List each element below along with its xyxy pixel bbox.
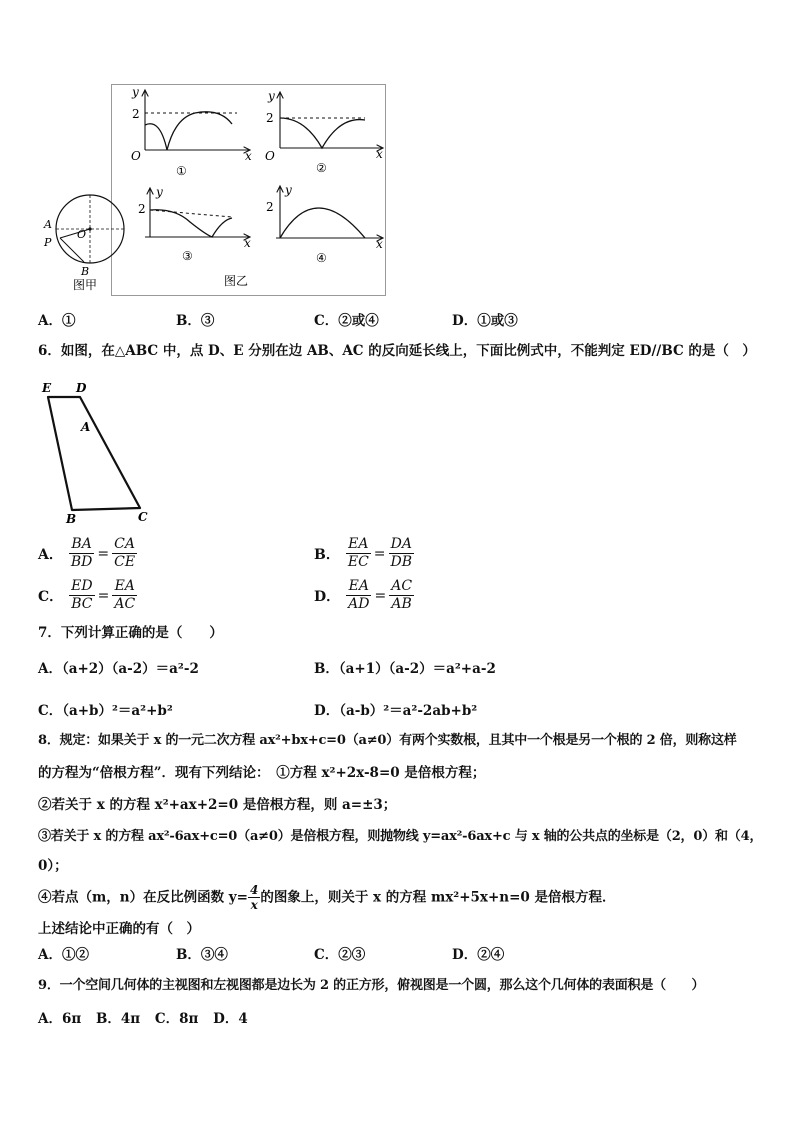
q6-label-D: D (76, 381, 87, 395)
q8-option-b-label: B． (176, 947, 201, 963)
q8-frac (248, 883, 260, 912)
q6-stem: 6．如图，在△ABC 中，点 D、E 分别在边 AB、AC 的反向延长线上，下面比例式中，不能判定 ED//BC 的是（ ） (38, 343, 756, 359)
q6-b-eq: = (373, 545, 386, 562)
graph-3-x: x (244, 236, 251, 250)
q5-option-d-label: D． (452, 313, 478, 329)
circle-figure (43, 195, 124, 292)
q6-b-n2: DA (389, 536, 415, 554)
q8-option-c-text: ②③ (338, 947, 366, 963)
q8-option-c-label: C． (314, 947, 339, 963)
q9-option-a-label: A． (38, 1011, 62, 1027)
q5-option-d-text: ①或③ (477, 313, 518, 329)
graph-2-x: x (376, 147, 383, 161)
q9-option-b-label: B． (95, 1011, 121, 1027)
q9-stem: 9．一个空间几何体的主视图和左视图都是边长为 2 的正方形，俯视图是一个圆，那么这个几何体的表面积是（ ） (38, 978, 705, 993)
q6-label-C: C (138, 510, 148, 524)
q7-option-d-label: D． (314, 703, 340, 719)
q6-d-n2: AC (391, 578, 413, 594)
q8-line-1: 8．规定：如果关于 x 的一元二次方程 ax²+bx+c=0（a≠0）有两个实数根，且其中一个根是另一个根的 2 倍，则称这样 (38, 733, 737, 748)
q7-stem: 7．下列计算正确的是（ ） (38, 625, 223, 641)
q9-options (38, 1010, 248, 1028)
graph-1-label: ① (176, 164, 187, 178)
q6-b-d2: DB (390, 554, 413, 570)
graph-3 (138, 185, 251, 263)
q6-option-b-label: B． (314, 546, 340, 563)
graph-1-origin: O (131, 149, 141, 163)
q9-option-d-text: 4 (238, 1011, 248, 1027)
q7-option-a-label: A． (38, 661, 62, 677)
graph-2-origin: O (265, 149, 275, 163)
label-P: P (44, 236, 52, 249)
q5-option-a-label: A． (38, 313, 62, 329)
graph-2 (265, 89, 383, 175)
q7-option-c-label: C． (38, 703, 63, 719)
q6-c-n1: ED (71, 578, 93, 594)
q9-option-b[interactable] (96, 1011, 140, 1027)
q8-option-c[interactable] (314, 946, 365, 964)
graph-2-y: y (268, 89, 275, 103)
q6-c-d1: BC (71, 596, 93, 612)
q6-label-B: B (66, 512, 77, 525)
q8-frac-den: x (250, 898, 258, 912)
graph-2-tick: 2 (266, 111, 274, 125)
q6-option-d-label: D． (314, 588, 341, 605)
q8-line-3: ②若关于 x 的方程 x²+ax+2=0 是倍根方程，则 a=±3； (38, 797, 397, 813)
q9-option-a-text: 6π (61, 1011, 82, 1027)
q5-option-b-text: ③ (200, 313, 215, 329)
graph-1-tick: 2 (132, 107, 140, 121)
q6-a-frac-2 (112, 536, 137, 571)
q7-option-b[interactable] (314, 660, 496, 678)
q9-option-a[interactable] (38, 1011, 81, 1027)
graph-4-label: ④ (316, 251, 327, 265)
q7-option-c[interactable] (38, 702, 173, 720)
q6-d-n1: EA (346, 578, 371, 596)
q9-option-d-label: D． (213, 1011, 239, 1027)
q6-a-frac-1 (69, 536, 95, 571)
q6-option-c[interactable] (38, 578, 137, 613)
q6-b-d1: EC (347, 554, 369, 570)
label-A: A (44, 218, 52, 231)
graph-4-x: x (376, 237, 383, 251)
q6-a-n2: CA (112, 536, 137, 554)
q9-option-c[interactable] (155, 1011, 199, 1027)
q7-option-d[interactable] (314, 702, 477, 720)
q6-option-d[interactable] (314, 578, 414, 613)
q6-a-eq: = (97, 545, 110, 562)
q6-label-E: E (42, 381, 52, 395)
graph-1-x: x (245, 149, 252, 163)
q5-option-a[interactable] (38, 312, 75, 330)
q6-b-frac-1 (346, 536, 371, 571)
q7-option-c-text: （a+b）²＝a²+b² (62, 703, 173, 719)
q8-option-d[interactable] (452, 946, 504, 964)
q5-option-c[interactable] (314, 312, 379, 330)
q5-option-c-text: ②或④ (338, 313, 379, 329)
q6-c-eq: = (97, 587, 110, 604)
q8-line-6-pre: ④若点（m，n）在反比例函数 y= (38, 889, 248, 906)
q6-option-c-label: C． (38, 588, 64, 605)
q7-option-a-text: （a+2）（a-2）＝a²-2 (61, 661, 199, 677)
q6-d-frac-1 (346, 578, 371, 613)
q6-label-A: A (81, 420, 91, 434)
q6-c-frac-2 (112, 578, 137, 613)
graph-3-label: ③ (182, 249, 193, 263)
q6-c-d2: AC (114, 596, 136, 612)
q7-option-b-text: （a+1）（a-2）＝a²+a-2 (338, 661, 496, 677)
label-O: O (77, 228, 87, 241)
q6-a-d2: CE (114, 554, 136, 570)
q9-option-c-text: 8π (179, 1011, 199, 1027)
caption-jia: 图甲 (73, 278, 98, 292)
q9-option-c-label: C． (154, 1011, 180, 1027)
q8-line-6 (38, 880, 616, 915)
q8-option-b[interactable] (176, 946, 228, 964)
q6-c-n2: EA (112, 578, 137, 596)
q8-frac-num: 4 (249, 883, 259, 897)
q6-a-d1: BD (70, 554, 93, 570)
label-B: B (81, 265, 90, 278)
q6-figure (30, 375, 160, 525)
q8-option-b-text: ③④ (200, 947, 228, 963)
q5-option-b-label: B． (176, 313, 201, 329)
figure-top (0, 0, 794, 300)
caption-yi: 图乙 (224, 274, 249, 288)
q6-d-d2: AB (391, 596, 412, 612)
q8-line-2: 的方程为“倍根方程”．现有下列结论： ①方程 x²+2x-8=0 是倍根方程； (38, 765, 486, 781)
q6-c-frac-1 (69, 578, 94, 613)
q8-option-a-label: A． (38, 947, 62, 963)
q6-a-n1: BA (69, 536, 95, 554)
q8-option-a[interactable] (38, 946, 89, 964)
q8-line-6-post: 的图象上，则关于 x 的方程 mx²+5x+n=0 是倍根方程． (260, 889, 616, 906)
q9-option-d[interactable] (213, 1011, 248, 1027)
q8-line-7: 上述结论中正确的有（ ） (38, 921, 200, 937)
graph-1 (131, 85, 252, 178)
q6-b-n1: EA (346, 536, 371, 554)
q8-option-d-label: D． (452, 947, 478, 963)
q6-d-eq: = (374, 587, 387, 604)
graph-2-label: ② (316, 161, 327, 175)
q8-line-4: ③若关于 x 的方程 ax²-6ax+c=0（a≠0）是倍根方程，则抛物线 y=ax²-6ax+c 与 x 轴的公共点的坐标是（2，0）和（4， (38, 829, 763, 844)
q6-d-frac-2 (389, 578, 414, 613)
graph-1-y: y (132, 85, 139, 99)
q7-option-b-label: B． (314, 661, 339, 677)
graph-3-y: y (156, 185, 163, 199)
q6-option-a-label: A． (38, 546, 63, 563)
q8-option-d-text: ②④ (477, 947, 505, 963)
q8-option-a-text: ①② (61, 947, 89, 963)
q5-option-d[interactable] (452, 312, 518, 330)
q8-line-5: 0）； (38, 858, 68, 874)
q6-b-frac-2 (389, 536, 415, 571)
q7-option-a[interactable] (38, 660, 199, 678)
graph-3-tick: 2 (138, 202, 146, 216)
q7-option-d-text: （a-b）²＝a²-2ab+b² (339, 703, 478, 719)
q6-option-b[interactable] (314, 536, 414, 571)
graph-4 (266, 183, 383, 265)
q9-option-b-text: 4π (120, 1011, 141, 1027)
q6-option-a[interactable] (38, 536, 137, 571)
q6-d-d1: AD (348, 596, 370, 612)
q5-option-a-text: ① (61, 313, 76, 329)
q5-option-b[interactable] (176, 312, 214, 330)
graph-4-tick: 2 (266, 200, 274, 214)
q5-option-c-label: C． (314, 313, 339, 329)
graph-4-y: y (285, 183, 292, 197)
